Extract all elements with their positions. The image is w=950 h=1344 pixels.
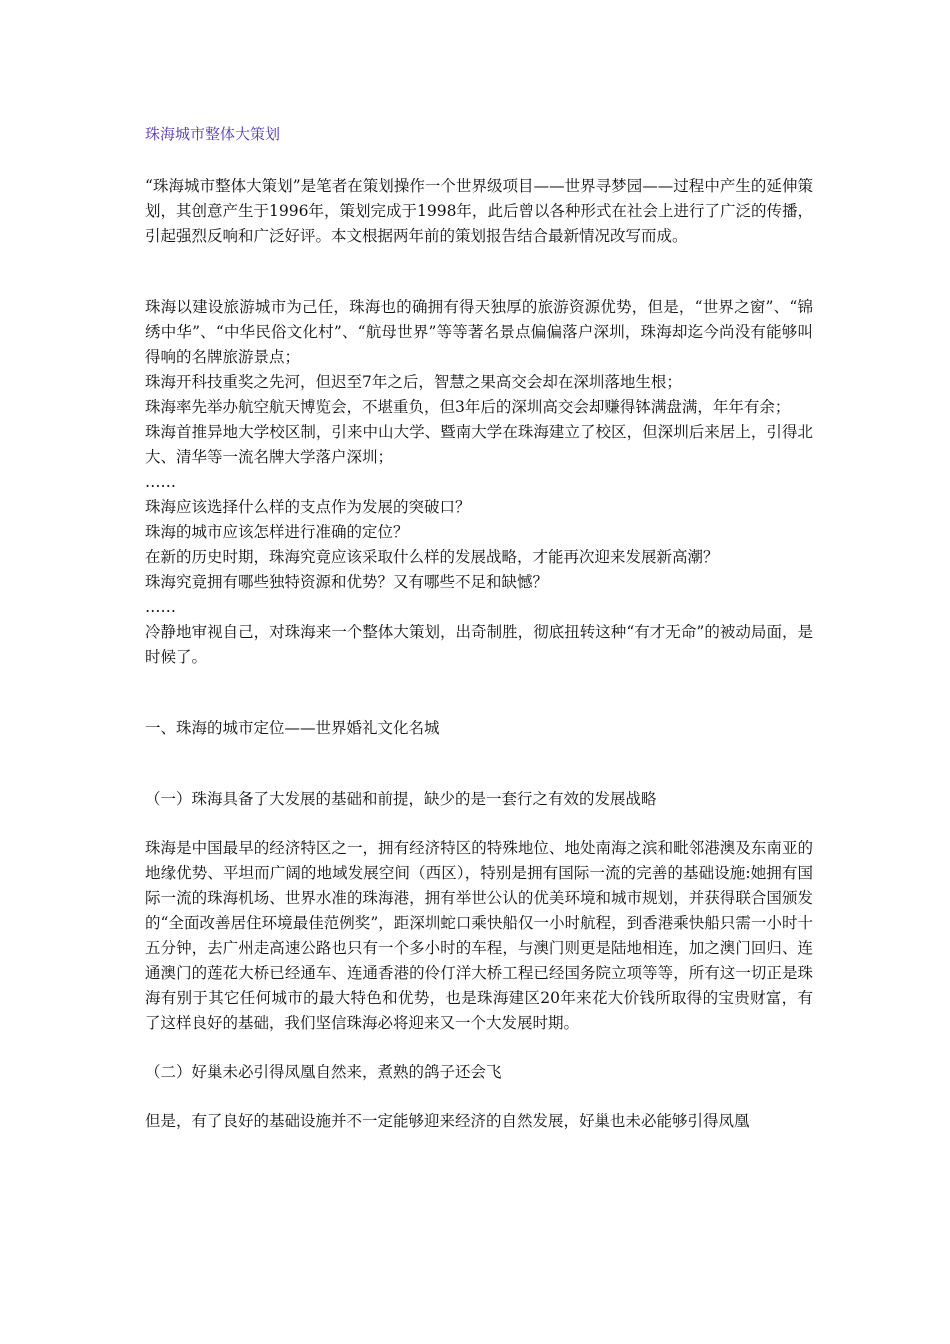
section-heading: 一、珠海的城市定位——世界婚礼文化名城: [145, 719, 440, 737]
ellipsis-line: ……: [145, 473, 176, 491]
spacer: [145, 1036, 813, 1060]
text-line: 珠海开科技重奖之先河，但迟至7年之后，智慧之果高交会却在深圳落地生根；: [145, 373, 682, 391]
question-line: 珠海应该选择什么样的支点作为发展的突破口？: [145, 498, 471, 516]
spacer: [145, 670, 813, 716]
subsection-heading: （一）珠海具备了大发展的基础和前提，缺少的是一套行之有效的发展战略: [145, 790, 657, 808]
text-line: 珠海以建设旅游城市为己任，珠海也的确拥有得天独厚的旅游资源优势，但是，“世界之窗”、“锦绣中华”、“中华民俗文化村”、“航母世界”等等著名景点偏偏落户深圳，珠海却迄今尚没有能够叫得响的名牌旅游景点；: [145, 298, 813, 366]
body-paragraph: 珠海是中国最早的经济特区之一，拥有经济特区的特殊地位、地处南海之滨和毗邻港澳及东南亚的地缘优势、平坦而广阔的地域发展空间（西区），特别是拥有国际一流的完善的基础设施:她拥有国际一流的珠海机场、世界水准的珠海港，拥有举世公认的优美环境和城市规划，并获得联合国颁发的“全面改善居住环境最佳范例奖”，距深圳蛇口乘快船仅一小时航程，到香港乘快船只需一小时十五分钟，去广州走高速公路也只有一个多小时的车程，与澳门则更是陆地相连，加之澳门回归、连通澳门的莲花大桥已经通车、连通香港的伶仃洋大桥工程已经国务院立项等等，所有这一切正是珠海有别于其它任何城市的最大特色和优势，也是珠海建区20年来花大价钱所取得的宝贵财富，有了这样良好的基础，我们坚信珠海必将迎来又一个大发展时期。: [145, 839, 813, 1032]
text-line: 珠海率先举办航空航天博览会，不堪重负，但3年后的深圳高交会却赚得钵满盘满，年年有余；: [145, 398, 791, 416]
spacer: [145, 1085, 813, 1109]
ellipsis-line: ……: [145, 598, 176, 616]
document-page: [145, 122, 813, 1134]
question-line: 在新的历史时期，珠海究竟应该采取什么样的发展战略，才能再次迎来发展新高潮？: [145, 548, 719, 566]
intro-paragraph: “珠海城市整体大策划”是笔者在策划操作一个世界级项目——世界寻梦园——过程中产生的延伸策划，其创意产生于1996年，策划完成于1998年，此后曾以各种形式在社会上进行了广泛的传播，引起强烈反响和广泛好评。本文根据两年前的策划报告结合最新情况改写而成。: [145, 177, 813, 245]
spacer: [145, 741, 813, 787]
question-line: 珠海的城市应该怎样进行准确的定位？: [145, 523, 409, 541]
spacer: [145, 249, 813, 295]
body-paragraph: 但是，有了良好的基础设施并不一定能够迎来经济的自然发展，好巢也未必能够引得凤凰: [145, 1112, 750, 1130]
spacer: [145, 812, 813, 836]
document-title: 珠海城市整体大策划: [145, 125, 281, 143]
question-line: 珠海究竟拥有哪些独特资源和优势？又有哪些不足和缺憾？: [145, 573, 549, 591]
text-line: 珠海首推异地大学校区制，引来中山大学、暨南大学在珠海建立了校区，但深圳后来居上，引得北大、清华等一流名牌大学落户深圳；: [145, 423, 813, 466]
subsection-heading: （二）好巢未必引得凤凰自然来，煮熟的鸽子还会飞: [145, 1063, 502, 1081]
conclusion-line: 冷静地审视自己，对珠海来一个整体大策划，出奇制胜，彻底扭转这种“有才无命”的被动局面，是时候了。: [145, 623, 813, 666]
